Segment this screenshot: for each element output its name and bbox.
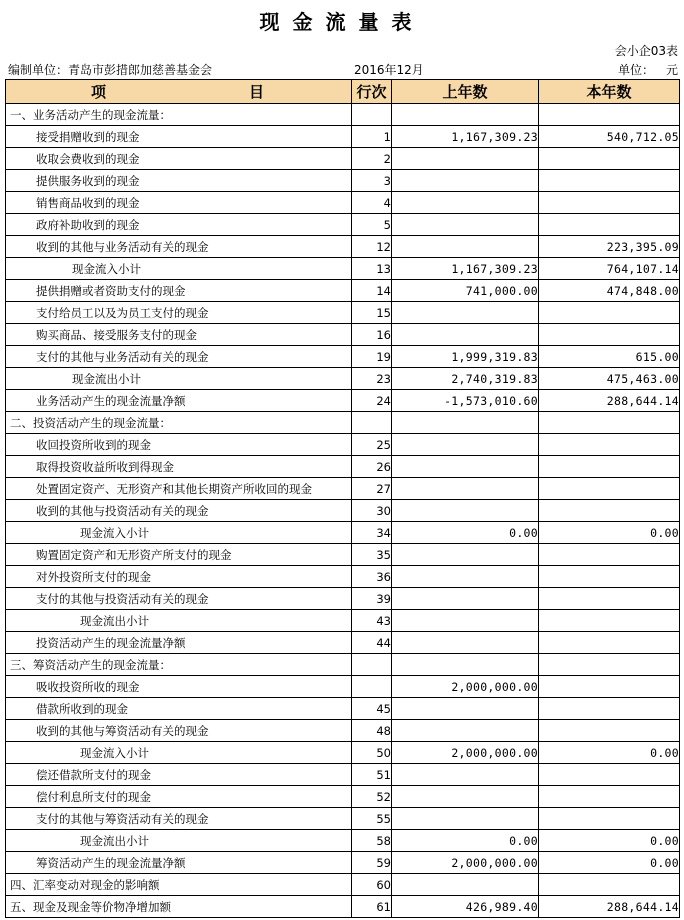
row-item-label: 现金流出小计 [6,368,352,390]
row-curr-year-amount [539,566,680,588]
table-row [6,808,680,830]
row-prev-year-amount: -1,573,010.60 [392,390,539,412]
row-curr-year-amount [539,456,680,478]
header-item [6,80,352,104]
row-line-number: 16 [352,324,392,346]
row-prev-year-amount [392,302,539,324]
row-line-number: 44 [352,632,392,654]
row-prev-year-amount [392,698,539,720]
row-line-number: 48 [352,720,392,742]
row-curr-year-amount [539,654,680,676]
cash-flow-table [5,79,680,918]
row-line-number: 60 [352,874,392,896]
report-period: 2016年12月 [354,63,424,77]
table-row [6,742,680,764]
row-item-label: 支付的其他与业务活动有关的现金 [6,346,352,368]
row-item-label: 支付的其他与筹资活动有关的现金 [6,808,352,830]
unit-label: 单位： [617,63,654,77]
table-row [6,324,680,346]
row-curr-year-amount [539,104,680,126]
row-line-number [352,676,392,698]
row-item-label: 借款所收到的现金 [6,698,352,720]
table-row [6,544,680,566]
row-line-number: 2 [352,148,392,170]
table-row [6,676,680,698]
row-line-number: 35 [352,544,392,566]
row-curr-year-amount [539,544,680,566]
row-prev-year-amount [392,214,539,236]
row-line-number: 61 [352,896,392,918]
row-item-label: 销售商品收到的现金 [6,192,352,214]
table-row [6,698,680,720]
row-prev-year-amount [392,566,539,588]
table-row [6,896,680,918]
row-line-number: 19 [352,346,392,368]
row-line-number: 27 [352,478,392,500]
row-item-label: 提供捐赠或者资助支付的现金 [6,280,352,302]
table-row [6,368,680,390]
row-curr-year-amount [539,148,680,170]
row-prev-year-amount: 2,000,000.00 [392,676,539,698]
row-prev-year-amount [392,544,539,566]
row-prev-year-amount [392,588,539,610]
row-prev-year-amount [392,324,539,346]
row-prev-year-amount [392,808,539,830]
table-header-row [6,80,680,104]
table-row [6,412,680,434]
row-item-label: 收到的其他与投资活动有关的现金 [6,500,352,522]
row-prev-year-amount [392,720,539,742]
row-item-label: 偿付利息所支付的现金 [6,786,352,808]
row-prev-year-amount [392,500,539,522]
row-prev-year-amount [392,170,539,192]
row-curr-year-amount: 0.00 [539,742,680,764]
row-curr-year-amount [539,610,680,632]
row-prev-year-amount: 0.00 [392,830,539,852]
row-line-number: 58 [352,830,392,852]
table-row [6,148,680,170]
row-curr-year-amount [539,192,680,214]
table-row [6,874,680,896]
table-row [6,302,680,324]
row-line-number: 24 [352,390,392,412]
row-line-number: 39 [352,588,392,610]
row-prev-year-amount: 2,000,000.00 [392,852,539,874]
row-curr-year-amount [539,324,680,346]
row-prev-year-amount [392,478,539,500]
row-item-label: 处置固定资产、无形资产和其他长期资产所收回的现金 [6,478,352,500]
row-item-label: 三、筹资活动产生的现金流量： [6,654,352,676]
row-item-label: 接受捐赠收到的现金 [6,126,352,148]
row-item-label: 收回投资所收到的现金 [6,434,352,456]
header-item-char-2: 目 [249,83,265,101]
row-curr-year-amount [539,808,680,830]
row-line-number: 12 [352,236,392,258]
row-curr-year-amount: 615.00 [539,346,680,368]
row-item-label: 二、投资活动产生的现金流量： [6,412,352,434]
row-item-label: 四、汇率变动对现金的影响额 [6,874,352,896]
row-item-label: 五、现金及现金等价物净增加额 [6,896,352,918]
row-line-number: 13 [352,258,392,280]
row-item-label: 投资活动产生的现金流量净额 [6,632,352,654]
row-line-number [352,654,392,676]
header-item-char-1: 项 [91,83,107,101]
row-item-label: 一、业务活动产生的现金流量： [6,104,352,126]
row-line-number: 43 [352,610,392,632]
table-row [6,566,680,588]
row-curr-year-amount: 0.00 [539,852,680,874]
table-row [6,764,680,786]
row-prev-year-amount [392,434,539,456]
row-line-number: 50 [352,742,392,764]
row-item-label: 收到的其他与业务活动有关的现金 [6,236,352,258]
row-curr-year-amount: 288,644.14 [539,390,680,412]
row-line-number: 36 [352,566,392,588]
row-item-label: 支付给员工以及为员工支付的现金 [6,302,352,324]
currency-unit [618,61,678,78]
row-item-label: 偿还借款所支付的现金 [6,764,352,786]
table-row [6,258,680,280]
row-line-number: 1 [352,126,392,148]
row-curr-year-amount: 764,107.14 [539,258,680,280]
row-curr-year-amount [539,500,680,522]
row-prev-year-amount [392,654,539,676]
row-curr-year-amount: 223,395.09 [539,236,680,258]
row-curr-year-amount [539,632,680,654]
row-line-number: 25 [352,434,392,456]
table-row [6,654,680,676]
row-curr-year-amount: 475,463.00 [539,368,680,390]
form-number: 会小企03表 [614,44,678,58]
row-prev-year-amount: 1,167,309.23 [392,258,539,280]
row-prev-year-amount [392,632,539,654]
row-line-number: 59 [352,852,392,874]
row-curr-year-amount [539,170,680,192]
row-curr-year-amount [539,214,680,236]
row-curr-year-amount [539,302,680,324]
table-row [6,456,680,478]
row-line-number: 34 [352,522,392,544]
table-row [6,390,680,412]
row-prev-year-amount [392,236,539,258]
row-curr-year-amount [539,434,680,456]
table-row [6,610,680,632]
table-row [6,346,680,368]
row-curr-year-amount: 0.00 [539,522,680,544]
table-row [6,214,680,236]
row-line-number: 26 [352,456,392,478]
row-prev-year-amount [392,786,539,808]
row-prev-year-amount [392,192,539,214]
row-prev-year-amount [392,148,539,170]
row-line-number: 51 [352,764,392,786]
row-item-label: 提供服务收到的现金 [6,170,352,192]
row-line-number: 4 [352,192,392,214]
row-line-number [352,412,392,434]
row-prev-year-amount: 1,999,319.83 [392,346,539,368]
row-line-number [352,104,392,126]
table-row [6,500,680,522]
table-row [6,192,680,214]
table-row [6,280,680,302]
row-prev-year-amount [392,456,539,478]
row-curr-year-amount [539,874,680,896]
row-curr-year-amount [539,698,680,720]
table-row [6,170,680,192]
row-item-label: 现金流入小计 [6,258,352,280]
row-item-label: 业务活动产生的现金流量净额 [6,390,352,412]
organization-label: 编制单位：青岛市彭措郎加慈善基金会 [8,63,213,77]
row-curr-year-amount: 474,848.00 [539,280,680,302]
row-item-label: 支付的其他与投资活动有关的现金 [6,588,352,610]
row-item-label: 收到的其他与筹资活动有关的现金 [6,720,352,742]
row-item-label: 购置固定资产和无形资产所支付的现金 [6,544,352,566]
row-item-label: 现金流入小计 [6,742,352,764]
row-item-label: 吸收投资所收的现金 [6,676,352,698]
table-row [6,588,680,610]
row-line-number: 45 [352,698,392,720]
row-line-number: 23 [352,368,392,390]
row-item-label: 现金流出小计 [6,830,352,852]
report-title: 现金流量表 [259,10,425,34]
row-line-number: 55 [352,808,392,830]
table-row [6,104,680,126]
row-line-number: 15 [352,302,392,324]
table-row [6,236,680,258]
row-curr-year-amount [539,720,680,742]
row-curr-year-amount [539,412,680,434]
row-line-number: 3 [352,170,392,192]
row-curr-year-amount: 0.00 [539,830,680,852]
row-item-label: 现金流入小计 [6,522,352,544]
row-curr-year-amount [539,478,680,500]
table-row [6,126,680,148]
row-curr-year-amount: 288,644.14 [539,896,680,918]
row-item-label: 取得投资收益所收到得现金 [6,456,352,478]
row-curr-year-amount [539,786,680,808]
row-item-label: 筹资活动产生的现金流量净额 [6,852,352,874]
row-prev-year-amount: 2,000,000.00 [392,742,539,764]
row-prev-year-amount: 426,989.40 [392,896,539,918]
unit-value: 元 [665,63,678,77]
row-item-label: 购买商品、接受服务支付的现金 [6,324,352,346]
table-row [6,522,680,544]
row-line-number: 5 [352,214,392,236]
table-row [6,830,680,852]
row-prev-year-amount: 2,740,319.83 [392,368,539,390]
table-row [6,434,680,456]
row-item-label: 现金流出小计 [6,610,352,632]
table-row [6,632,680,654]
row-curr-year-amount [539,588,680,610]
header-curr-year: 本年数 [539,80,680,104]
row-item-label: 对外投资所支付的现金 [6,566,352,588]
row-prev-year-amount [392,104,539,126]
row-prev-year-amount: 1,167,309.23 [392,126,539,148]
row-curr-year-amount [539,764,680,786]
row-prev-year-amount [392,874,539,896]
row-line-number: 14 [352,280,392,302]
row-prev-year-amount [392,610,539,632]
table-row [6,478,680,500]
row-line-number: 52 [352,786,392,808]
table-row [6,852,680,874]
header-line-no: 行次 [352,80,392,104]
row-prev-year-amount: 0.00 [392,522,539,544]
table-row [6,786,680,808]
row-item-label: 收取会费收到的现金 [6,148,352,170]
row-prev-year-amount: 741,000.00 [392,280,539,302]
row-line-number: 30 [352,500,392,522]
row-curr-year-amount [539,676,680,698]
header-prev-year: 上年数 [392,80,539,104]
row-item-label: 政府补助收到的现金 [6,214,352,236]
row-curr-year-amount: 540,712.05 [539,126,680,148]
row-prev-year-amount [392,412,539,434]
table-row [6,720,680,742]
row-prev-year-amount [392,764,539,786]
